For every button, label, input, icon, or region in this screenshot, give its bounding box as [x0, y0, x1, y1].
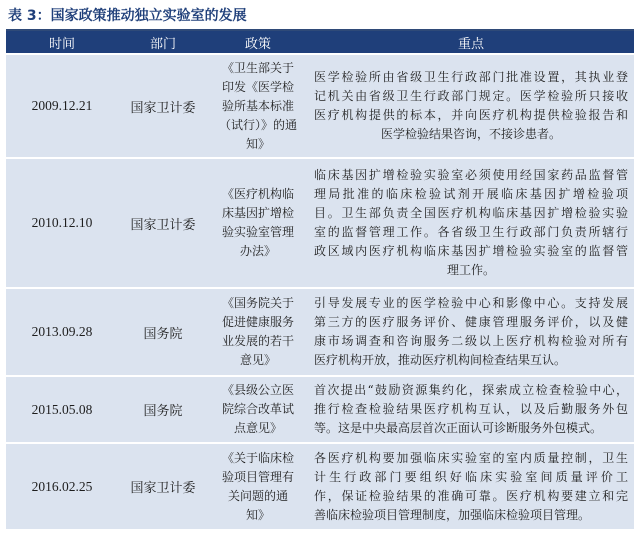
point-line: 等。这是中央最高层首次正面认可诊断服务外包模式。 — [314, 421, 603, 435]
table-row — [6, 288, 634, 376]
row-key-point — [308, 54, 634, 158]
policy-line: 关问题的通 — [227, 488, 288, 503]
policy-line: （试行）》的通 — [218, 117, 297, 132]
table-row — [6, 376, 634, 443]
point-line: 各医疗机构要加强临床实验室的室内质量控制，卫生 — [314, 450, 628, 465]
table-row — [6, 158, 634, 288]
row-key-point — [308, 443, 634, 529]
point-line: 善临床检验项目管理制度，加强临床检验项目管理。 — [314, 507, 591, 522]
point-line: 第三方的医疗服务评价、健康管理服务评价，以及健 — [314, 315, 628, 329]
policy-line: 验项目管理有 — [221, 469, 294, 484]
row-key-point — [308, 376, 634, 443]
header-policy: 政策 — [208, 31, 308, 54]
row-policy — [208, 54, 308, 158]
point-line: 康市场调查和咨询服务二级以上医疗机构检验对所有 — [314, 334, 628, 348]
row-policy — [208, 158, 308, 288]
header-dept: 部门 — [118, 31, 208, 54]
row-date: 2010.12.10 — [6, 158, 118, 288]
point-line: 医疗机构开放，推动医疗机构间检查结果互认。 — [314, 353, 567, 367]
point-line: 医疗机构提供的标本，并向医疗机构提供检验报告和 — [314, 108, 628, 122]
point-line: 医学检验所由省级卫生行政部门批准设置，其执业登 — [314, 70, 628, 84]
policy-line: 《医疗机构临 — [221, 187, 294, 201]
policy-line: 办法》 — [239, 244, 276, 258]
row-key-point — [308, 158, 634, 288]
row-dept: 国家卫计委 — [118, 443, 208, 529]
point-line: 引导发展专业的医学检验中心和影像中心。支持发展 — [314, 296, 628, 310]
policy-line: 《国务院关于 — [221, 296, 294, 310]
table-row — [6, 443, 634, 529]
header-time: 时间 — [6, 31, 118, 54]
policy-line: 院综合改革试 — [221, 402, 294, 416]
row-dept: 国务院 — [118, 376, 208, 443]
policy-line: 促进健康服务 — [221, 315, 294, 329]
row-dept: 国家卫计委 — [118, 158, 208, 288]
row-dept: 国家卫计委 — [118, 54, 208, 158]
policy-line: 点意见》 — [233, 421, 282, 435]
point-line: 理局批准的临床检验试剂开展临床基因扩增检验项 — [314, 187, 628, 201]
point-line: 计生行政部门要组织好临床实验室间质量评价工 — [314, 469, 628, 484]
row-key-point — [308, 288, 634, 376]
table-row — [6, 54, 634, 158]
policy-line: 验所基本标准 — [221, 98, 294, 113]
policy-line: 意见》 — [239, 353, 276, 367]
policy-line: 《关于临床检 — [221, 450, 294, 465]
row-dept: 国务院 — [118, 288, 208, 376]
policy-line: 床基因扩增检 — [221, 206, 294, 220]
point-line: 医学检验结果咨询，不接诊患者。 — [380, 127, 561, 141]
policy-table — [6, 31, 634, 529]
point-line: 首次提出“鼓励资源集约化，探索成立检查检验中心， — [314, 383, 628, 397]
policy-line: 业发展的若干 — [221, 334, 294, 348]
point-line: 理工作。 — [446, 263, 495, 277]
row-policy — [208, 443, 308, 529]
table-caption: 表 3：国家政策推动独立实验室的发展 — [8, 8, 247, 24]
policy-line: 知》 — [245, 507, 270, 522]
policy-line: 知》 — [245, 136, 270, 151]
point-line: 记机关由省级卫生行政部门规定。医学检验所只接收 — [314, 89, 628, 103]
policy-line: 印发《医学检 — [221, 79, 294, 94]
point-line: 政区域内医疗机构临床基因扩增检验实验室的监督管 — [314, 244, 628, 258]
row-date: 2015.05.08 — [6, 376, 118, 443]
row-date: 2013.09.28 — [6, 288, 118, 376]
header-key-point: 重点 — [308, 31, 634, 54]
row-policy — [208, 288, 308, 376]
row-date: 2016.02.25 — [6, 443, 118, 529]
row-date: 2009.12.21 — [6, 54, 118, 158]
policy-line: 验实验室管理 — [221, 225, 294, 239]
policy-line: 《卫生部关于 — [221, 60, 294, 75]
point-line: 推行检查检验结果医疗机构互认，以及后勤服务外包 — [314, 402, 628, 416]
point-line: 目。卫生部负责全国医疗机构临床基因扩增检验实验 — [314, 206, 628, 220]
policy-line: 《县级公立医 — [221, 383, 294, 397]
row-policy — [208, 376, 308, 443]
point-line: 室的监督管理工作。各省级卫生行政部门负责所辖行 — [314, 225, 628, 239]
point-line: 作，保证检验结果的准确可靠。医疗机构要建立和完 — [314, 488, 628, 503]
point-line: 临床基因扩增检验实验室必须使用经国家药品监督管 — [314, 168, 628, 182]
table-header-row — [6, 31, 634, 54]
